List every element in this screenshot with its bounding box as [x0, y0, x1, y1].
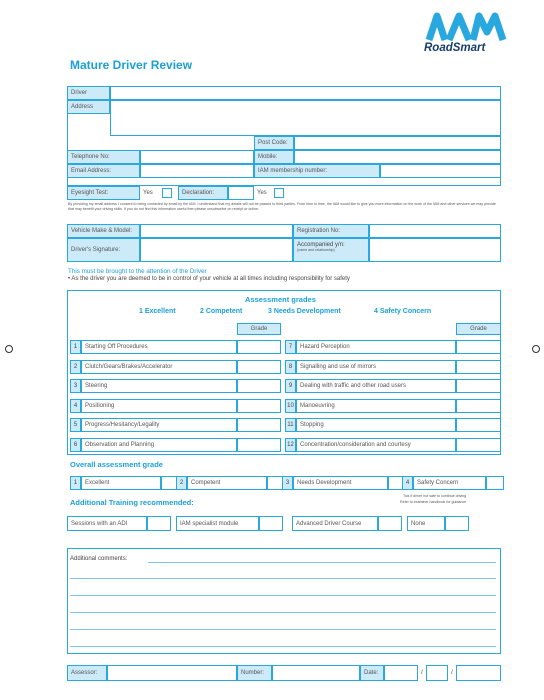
declaration-yes-checkbox[interactable]: [274, 188, 284, 198]
iam-number-label: IAM membership number:: [254, 164, 380, 178]
criterion-number-8: 8: [285, 360, 296, 374]
mobile-label: Mobile:: [254, 150, 294, 164]
date-slash-2: /: [451, 670, 453, 676]
post-code-label: Post Code:: [254, 136, 294, 150]
criterion-number-11: 11: [285, 418, 296, 432]
overall-note-1: Tick if driver not safe to continue driving: [403, 494, 467, 498]
overall-title: Overall assessment grade: [70, 460, 163, 469]
date-day-field[interactable]: [384, 665, 418, 681]
criterion-number-4: 4: [70, 399, 81, 413]
date-year-field[interactable]: [456, 665, 501, 681]
criterion-label-7: Hazard Perception: [296, 340, 456, 354]
telephone-label: Telephone No:: [67, 150, 140, 164]
criterion-grade-7[interactable]: [456, 340, 501, 354]
criterion-label-2: Clutch/Gears/Brakes/Accelerator: [81, 360, 237, 374]
criterion-label-6: Observation and Planning: [81, 438, 237, 452]
training-option-3: Advanced Driver Course: [292, 516, 378, 531]
training-tick-1[interactable]: [147, 516, 171, 531]
criterion-grade-5[interactable]: [237, 418, 281, 432]
date-slash-1: /: [421, 670, 423, 676]
criterion-grade-10[interactable]: [456, 399, 501, 413]
overall-label-2: Competent: [187, 476, 267, 490]
criterion-label-11: Stopping: [296, 418, 456, 432]
criterion-label-9: Dealing with traffic and other road users: [296, 379, 456, 393]
declaration-field[interactable]: [228, 186, 254, 200]
criterion-grade-6[interactable]: [237, 438, 281, 452]
overall-number-4: 4: [402, 476, 413, 490]
accompanied-label: Accompanied y/n:: [297, 242, 345, 248]
brand-name: RoadSmart: [424, 42, 486, 54]
grade-key-2: 2 Competent: [200, 308, 243, 315]
criterion-number-6: 6: [70, 438, 81, 452]
criterion-grade-9[interactable]: [456, 379, 501, 393]
criterion-grade-1[interactable]: [237, 340, 281, 354]
criterion-grade-4[interactable]: [237, 399, 281, 413]
criterion-number-9: 9: [285, 379, 296, 393]
address-label: Address: [67, 100, 110, 114]
number-label: Number:: [237, 665, 272, 681]
eyesight-yes-checkbox[interactable]: [162, 188, 172, 198]
date-label: Date:: [360, 665, 384, 681]
training-tick-3[interactable]: [378, 516, 402, 531]
overall-note-2: Refer to examiner handbook for guidance: [400, 500, 467, 504]
mobile-field[interactable]: [294, 150, 501, 164]
overall-number-3: 3: [282, 476, 293, 490]
accompanied-label-cell: [293, 238, 369, 262]
criterion-label-10: Manoeuvring: [296, 399, 456, 413]
training-title: Additional Training recommended:: [70, 498, 194, 507]
criterion-number-3: 3: [70, 379, 81, 393]
registration-mark-left: [5, 345, 13, 353]
training-option-1: Sessions with an ADI: [67, 516, 147, 531]
registration-field[interactable]: [369, 224, 501, 238]
post-code-field[interactable]: [294, 136, 501, 150]
criterion-number-7: 7: [285, 340, 296, 354]
criterion-label-8: Signalling and use of mirrors: [296, 360, 456, 374]
overall-number-1: 1: [70, 476, 81, 490]
overall-label-4: Safety Concern: [413, 476, 486, 490]
criterion-number-10: 10: [285, 399, 296, 413]
criterion-label-12: Concentration/consideration and courtesy: [296, 438, 456, 452]
grade-key-4: 4 Safety Concern: [374, 308, 432, 315]
assessor-label: Assessor:: [67, 665, 107, 681]
comment-line-5[interactable]: [70, 629, 496, 630]
signature-label: Driver's Signature:: [67, 238, 140, 262]
training-option-2: IAM specialist module: [176, 516, 259, 531]
comment-line-2[interactable]: [70, 578, 496, 579]
training-tick-4[interactable]: [445, 516, 469, 531]
signature-field[interactable]: [140, 238, 293, 262]
criterion-label-1: Starting Off Procedures: [81, 340, 237, 354]
comment-line-6[interactable]: [70, 646, 496, 647]
comment-line-4[interactable]: [70, 612, 496, 613]
criterion-number-2: 2: [70, 360, 81, 374]
criterion-grade-8[interactable]: [456, 360, 501, 374]
criterion-number-1: 1: [70, 340, 81, 354]
driver-label: Driver: [67, 86, 110, 100]
page-title: Mature Driver Review: [70, 58, 193, 72]
vehicle-label: Vehicle Make & Model:: [67, 224, 140, 238]
declaration-label: Declaration:: [178, 186, 228, 200]
overall-label-3: Needs Development: [293, 476, 388, 490]
comments-box: [67, 548, 501, 654]
training-tick-2[interactable]: [259, 516, 283, 531]
grade-col-right: Grade: [456, 323, 501, 335]
criterion-grade-3[interactable]: [237, 379, 281, 393]
date-month-field[interactable]: [426, 665, 448, 681]
eyesight-label: Eyesight Test:: [67, 186, 140, 200]
number-field[interactable]: [272, 665, 360, 681]
assessor-field[interactable]: [107, 665, 237, 681]
driver-field[interactable]: [110, 86, 501, 100]
training-option-4: None: [407, 516, 445, 531]
iam-logo-icon: [425, 10, 507, 44]
criterion-label-3: Steering: [81, 379, 237, 393]
attention-bullet: • As the driver you are deemed to be in control of your vehicle at all times including responsibility for safety: [68, 276, 350, 282]
criterion-grade-11[interactable]: [456, 418, 501, 432]
declaration-yes-label: Yes: [257, 190, 267, 196]
overall-label-1: Excellent: [81, 476, 161, 490]
email-field[interactable]: [140, 164, 254, 178]
overall-number-2: 2: [176, 476, 187, 490]
comment-line-3[interactable]: [70, 595, 496, 596]
email-label: Email Address:: [67, 164, 140, 178]
vehicle-field[interactable]: [140, 224, 293, 238]
registration-mark-right: [532, 345, 540, 353]
address-field[interactable]: [110, 100, 501, 136]
criterion-number-5: 5: [70, 418, 81, 432]
criterion-grade-2[interactable]: [237, 360, 281, 374]
accompanied-field[interactable]: [369, 238, 501, 262]
iam-number-field[interactable]: [380, 164, 501, 178]
assessment-title: Assessment grades: [245, 295, 316, 304]
registration-label: Registration No:: [293, 224, 369, 238]
overall-tick-4[interactable]: [486, 476, 504, 490]
attention-heading: This must be brought to the attention of the Driver: [68, 268, 207, 275]
criterion-label-4: Positioning: [81, 399, 237, 413]
comments-label: Additional comments:: [70, 556, 128, 562]
grade-key-3: 3 Needs Development: [268, 308, 341, 315]
eyesight-yes-label: Yes: [143, 190, 153, 196]
email-consent-text: By providing my email address I consent to being contacted by email by the IAM. I understand that my details will not be passed to third parties. From time to time, the IAM would like to give you more information on the work of the IAM and other services we may provide that may benefit your driving skills. If you do not find this information useful then please unsubscribe on receipt or online.: [68, 202, 496, 211]
criterion-label-5: Progress/Hesitancy/Legality: [81, 418, 237, 432]
grade-col-left: Grade: [237, 323, 281, 335]
comment-line-1[interactable]: [148, 562, 496, 563]
criterion-number-12: 12: [285, 438, 296, 452]
accompanied-note: (name and relationship): [297, 248, 335, 252]
grade-key-1: 1 Excellent: [139, 308, 176, 315]
criterion-grade-12[interactable]: [456, 438, 501, 452]
telephone-field[interactable]: [140, 150, 254, 164]
